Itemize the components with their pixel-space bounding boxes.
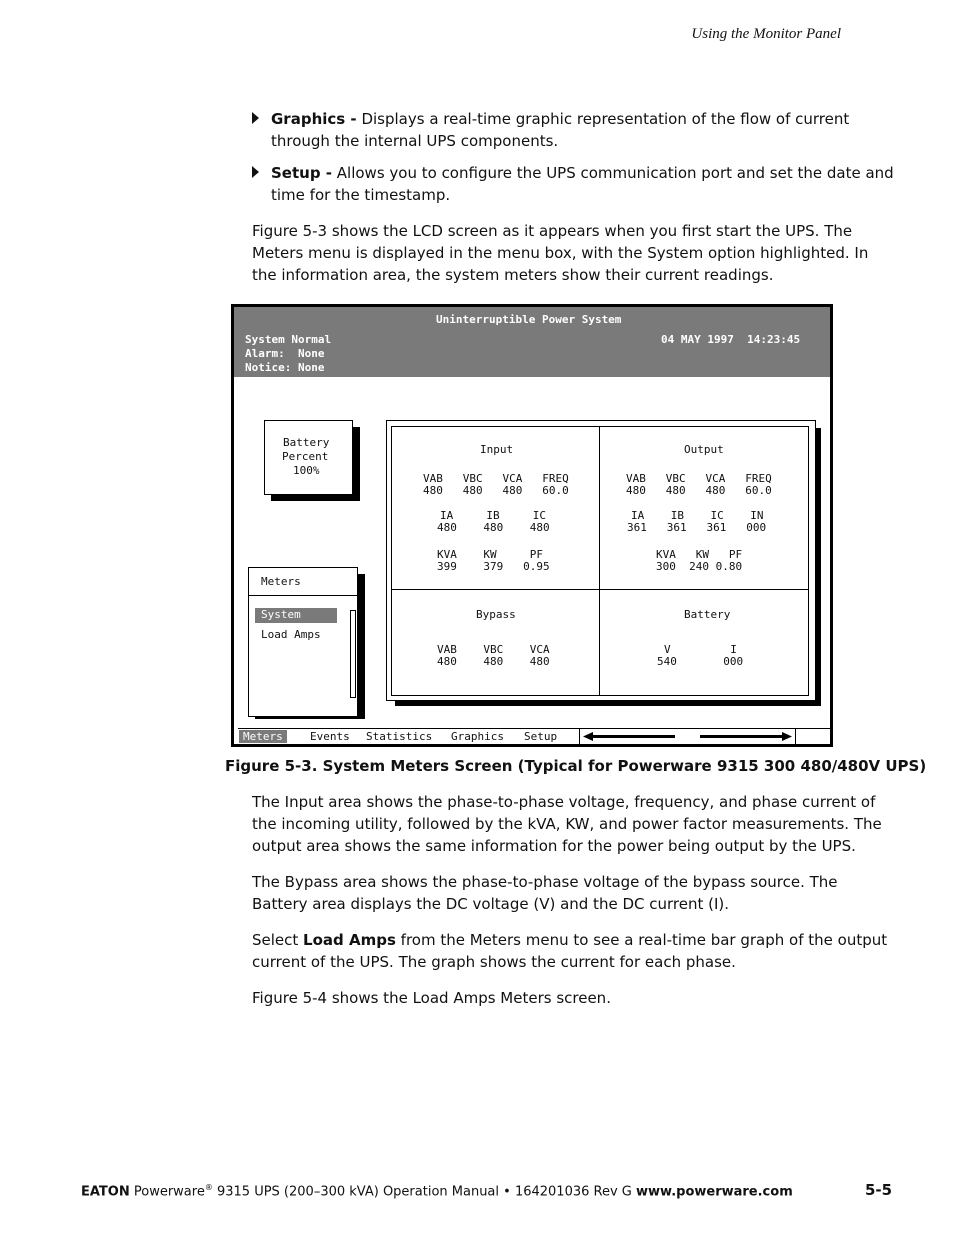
input-row3-values: 399 379 0.95 bbox=[437, 560, 550, 573]
meters-menu-title: Meters bbox=[261, 575, 301, 588]
scroll-right-arrow-icon[interactable] bbox=[700, 732, 792, 741]
bullet-arrow-icon bbox=[252, 166, 259, 178]
page-footer bbox=[81, 1183, 793, 1199]
meters-panel bbox=[386, 420, 816, 701]
output-row1-header: VAB VBC VCA FREQ bbox=[626, 472, 772, 485]
bullet-text: Allows you to configure the UPS communication port and set the date and time for the timestamp. bbox=[271, 164, 894, 204]
scroll-left-arrow-icon[interactable] bbox=[583, 732, 675, 741]
lcd-system-status: System Normal bbox=[245, 333, 332, 346]
meters-menu-box bbox=[248, 567, 358, 717]
bullet-arrow-icon bbox=[252, 112, 259, 124]
battery-title: Battery bbox=[684, 608, 731, 621]
footer-manual: 9315 UPS (200–300 kVA) Operation Manual • 164201036 Rev G bbox=[212, 1184, 636, 1200]
battery-values: 540 000 bbox=[657, 655, 744, 668]
output-row3-values: 300 240 0.80 bbox=[656, 560, 743, 573]
menubar-events[interactable]: Events bbox=[310, 730, 350, 743]
input-row2-values: 480 480 480 bbox=[437, 521, 550, 534]
battery-percent-value: 100% bbox=[293, 464, 320, 477]
bullet-text: Displays a real-time graphic representation of the flow of current through the internal UPS components. bbox=[271, 110, 850, 150]
output-row2-header: IA IB IC IN bbox=[631, 509, 764, 522]
bullet-graphics bbox=[252, 108, 897, 152]
bypass-values: 480 480 480 bbox=[437, 655, 550, 668]
lcd-status-bar bbox=[234, 307, 830, 377]
menubar-scroll-area[interactable] bbox=[579, 729, 796, 744]
paragraph-bypass-area: The Bypass area shows the phase-to-phase voltage of the bypass source. The Battery area displays the DC voltage (V) and the DC current (I). bbox=[252, 873, 838, 913]
lcd-notice: Notice: None bbox=[245, 361, 325, 374]
bypass-title: Bypass bbox=[476, 608, 516, 621]
lcd-alarm: Alarm: None bbox=[245, 347, 325, 360]
footer-product: Powerware bbox=[133, 1184, 205, 1200]
menubar-graphics[interactable]: Graphics bbox=[451, 730, 504, 743]
page-number: 5-5 bbox=[865, 1181, 893, 1199]
bullet-setup bbox=[252, 162, 897, 206]
load-amps-term: Load Amps bbox=[303, 931, 396, 949]
paragraph-input-area: The Input area shows the phase-to-phase voltage, frequency, and phase current of the incoming utility, followed by the kVA, KW, and power factor measurements. The output area shows the same information for the power being output by the UPS. bbox=[252, 793, 882, 855]
bullet-term: Setup - bbox=[271, 164, 333, 182]
menubar-setup[interactable]: Setup bbox=[524, 730, 558, 743]
input-row3-header: KVA KW PF bbox=[437, 548, 543, 561]
bypass-header: VAB VBC VCA bbox=[437, 643, 550, 656]
paragraph-figure-ref: Figure 5-4 shows the Load Amps Meters screen. bbox=[252, 989, 611, 1007]
output-row3-header: KVA KW PF bbox=[656, 548, 743, 561]
registered-mark: ® bbox=[204, 1183, 213, 1192]
footer-url: www.powerware.com bbox=[636, 1184, 793, 1200]
battery-percent-box bbox=[264, 420, 353, 495]
input-row2-header: IA IB IC bbox=[440, 509, 546, 522]
bullet-term: Graphics - bbox=[271, 110, 357, 128]
percent-label: Percent bbox=[282, 450, 329, 463]
battery-label: Battery bbox=[283, 436, 330, 449]
paragraph-load-amps: Select Load Amps from the Meters menu to see a real-time bar graph of the output current of the UPS. The graph shows the current for each phase. bbox=[252, 931, 888, 971]
battery-header: V I bbox=[664, 643, 737, 656]
figure-caption: Figure 5-3. System Meters Screen (Typical for Powerware 9315 300 480/480V UPS) bbox=[225, 757, 927, 775]
running-header: Using the Monitor Panel bbox=[691, 26, 841, 42]
lcd-title: Uninterruptible Power System bbox=[436, 313, 622, 326]
menubar-statistics[interactable]: Statistics bbox=[366, 730, 433, 743]
lcd-menu-bar bbox=[238, 728, 830, 745]
input-row1-header: VAB VBC VCA FREQ bbox=[423, 472, 569, 485]
lcd-screen bbox=[231, 304, 833, 747]
menu-option-load-amps[interactable]: Load Amps bbox=[261, 628, 321, 641]
menu-option-system[interactable]: System bbox=[255, 608, 337, 623]
paragraph-intro: Figure 5-3 shows the LCD screen as it appears when you first start the UPS. The Meters menu is displayed in the menu box, with the System option highlighted. In the information area, the system meters show their current readings. bbox=[252, 222, 869, 284]
input-title: Input bbox=[480, 443, 514, 456]
output-title: Output bbox=[684, 443, 724, 456]
output-row1-values: 480 480 480 60.0 bbox=[626, 484, 772, 497]
menu-scrollbar[interactable] bbox=[350, 610, 356, 698]
footer-brand: EATON bbox=[81, 1184, 130, 1200]
lcd-datetime: 04 MAY 1997 14:23:45 bbox=[661, 333, 801, 346]
input-row1-values: 480 480 480 60.0 bbox=[423, 484, 569, 497]
menubar-meters[interactable]: Meters bbox=[239, 730, 287, 743]
output-row2-values: 361 361 361 000 bbox=[627, 521, 767, 534]
